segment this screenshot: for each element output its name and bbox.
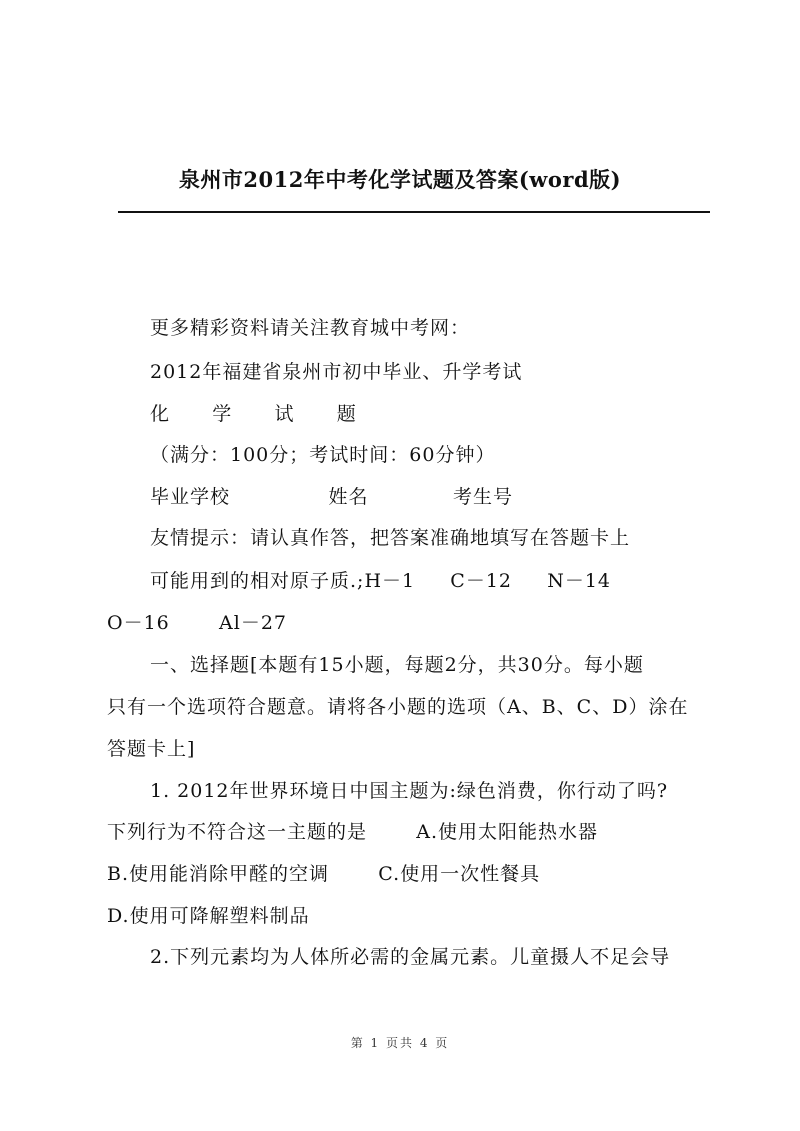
text-line: D.使用可降解塑料制品 xyxy=(107,905,310,927)
text-line: O－16 Al－27 xyxy=(107,612,288,634)
text-line: 一、选择题[本题有15小题，每题2分，共30分。每小题 xyxy=(150,654,644,676)
text-line: 更多精彩资料请关注教育城中考网： xyxy=(150,317,471,339)
text-line: 2012年福建省泉州市初中毕业、升学考试 xyxy=(150,361,523,383)
page-number-footer: 第 1 页共 4 页 xyxy=(350,1036,450,1050)
text-line: 下列行为不符合这一主题的是 A.使用太阳能热水器 xyxy=(107,821,599,843)
text-line: 可能用到的相对原子质.;H－1 C－12 N－14 xyxy=(150,570,612,592)
document-title: 泉州市2012年中考化学试题及答案(word版) xyxy=(178,167,622,192)
text-line: 化 学 试 题 xyxy=(150,403,357,425)
text-line: （满分：100分；考试时间：60分钟） xyxy=(150,444,496,466)
text-line: 友情提示：请认真作答，把答案准确地填写在答题卡上 xyxy=(150,527,631,549)
text-line: 只有一个选项符合题意。请将各小题的选项（A、B、C、D）涂在 xyxy=(107,696,689,718)
text-line: 答题卡上] xyxy=(107,738,196,760)
text-line: 1. 2012年世界环境日中国主题为:绿色消费，你行动了吗? xyxy=(150,780,669,802)
title-underline xyxy=(118,211,710,213)
text-line: 毕业学校 姓名 考生号 xyxy=(150,486,514,508)
text-line: B.使用能消除甲醛的空调 C.使用一次性餐具 xyxy=(107,863,541,885)
text-line: 2.下列元素均为人体所必需的金属元素。儿童摄人不足会导 xyxy=(150,946,671,968)
